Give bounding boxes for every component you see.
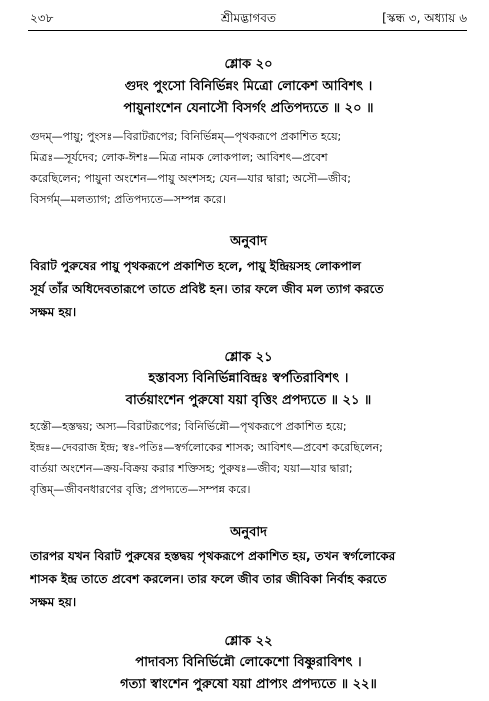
verse-line: গুদং পুংসো বিনির্ভিন্নং মিত্রো লোকেশ আবিশৎ । [124, 79, 373, 94]
sloka-21-synonyms [30, 416, 467, 500]
sloka-20-synonyms [30, 126, 467, 210]
sloka-22-verse [30, 652, 467, 696]
sloka-20-translation-heading: অনুবাদ [230, 234, 267, 249]
synonym-line: ইন্দ্রঃ—দেবরাজ ইন্দ্র; স্বঃ-পতিঃ—স্বর্গলোকের শাসক; আবিশৎ—প্রবেশ করেছিলেন; [30, 441, 383, 454]
page-number: ২৩৮ [30, 11, 54, 25]
translation-line: শাসক ইন্দ্র তাতে প্রবেশ করলেন। তার ফলে জীব তার জীবিকা নির্বাহ করতে [30, 572, 387, 586]
header-divider [28, 30, 467, 31]
sloka-20-verse [30, 76, 467, 120]
synonym-line: হস্তৌ—হস্তদ্বয়; অস্য—বিরাটরূপের; বিনির্ভিন্নৌ—পৃথকরূপে প্রকাশিত হয়ে; [30, 420, 347, 433]
page-header [30, 10, 467, 30]
synonym-line: বার্তয়া অংশেন—ক্রয়-বিক্রয় করার শক্তিসহ; পুরুষঃ—জীব; যয়া—যার দ্বারা; [30, 462, 353, 475]
book-title: শ্রীমদ্ভাগবত [220, 11, 276, 25]
translation-line: সক্ষম হয়। [30, 305, 77, 319]
synonym-line: গুদম্—পায়ু; পুংসঃ—বিরাটরূপের; বিনির্ভিন্নম্—পৃথকরূপে প্রকাশিত হয়ে; [30, 130, 342, 143]
verse-line: পায়ুনাংশেন যেনাসৌ বিসর্গং প্রতিপদ্যতে ॥ ২০ ॥ [123, 101, 374, 116]
sloka-21-title: শ্লোক ২১ [224, 350, 273, 365]
sloka-21-verse [30, 368, 467, 412]
translation-line: সক্ষম হয়। [30, 595, 77, 609]
chapter-reference: [স্কন্ধ ৩, অধ্যায় ৬ [382, 11, 467, 25]
sloka-20-translation [30, 255, 467, 324]
synonym-line: করেছিলেন; পায়ুনা অংশেন—পায়ু অংশসহ; যেন—যার দ্বারা; অসৌ—জীব; [30, 172, 351, 185]
verse-line: পাদাবস্য বিনির্ভিন্নৌ লোকেশো বিষ্ণুরাবিশৎ । [135, 655, 362, 670]
verse-line: গত্যা স্বাংশেন পুরুষো যয়া প্রাপ্যং প্রপদ্যতে ॥ ২২॥ [120, 677, 377, 692]
translation-line: সূর্য তাঁর অধিদেবতারূপে তাতে প্রবিষ্ট হন। তার ফলে জীব মল ত্যাগ করতে [30, 282, 384, 296]
sloka-22-title: শ্লোক ২২ [224, 634, 273, 649]
verse-line: বার্তয়াংশেন পুরুষো যয়া বৃত্তিং প্রপদ্যতে ॥ ২১ ॥ [125, 393, 372, 408]
sloka-21-translation [30, 545, 467, 614]
translation-line: তারপর যখন বিরাট পুরুষের হস্তদ্বয় পৃথকরূপে প্রকাশিত হয়, তখন স্বর্গলোকের [30, 549, 396, 563]
translation-line: বিরাট পুরুষের পায়ু পৃথকরূপে প্রকাশিত হলে, পায়ু ইন্দ্রিয়সহ লোকপাল [30, 259, 361, 273]
sloka-21-translation-heading: অনুবাদ [230, 525, 267, 540]
synonym-line: বিসর্গম্—মলত্যাগ; প্রতিপদ্যতে—সম্পন্ন করে। [30, 193, 226, 206]
sloka-20-title: শ্লোক ২০ [224, 57, 273, 72]
synonym-line: মিত্রঃ—সূর্যদেব; লোক-ঈশঃ—মিত্র নামক লোকপাল; আবিশৎ—প্রবেশ [30, 151, 328, 164]
verse-line: হস্তাবস্য বিনির্ভিন্নাবিন্দ্রঃ স্বর্পতিরাবিশৎ । [148, 371, 349, 386]
synonym-line: বৃত্তিম্—জীবনধারণের বৃত্তি; প্রপদ্যতে—সম্পন্ন করে। [30, 483, 251, 496]
